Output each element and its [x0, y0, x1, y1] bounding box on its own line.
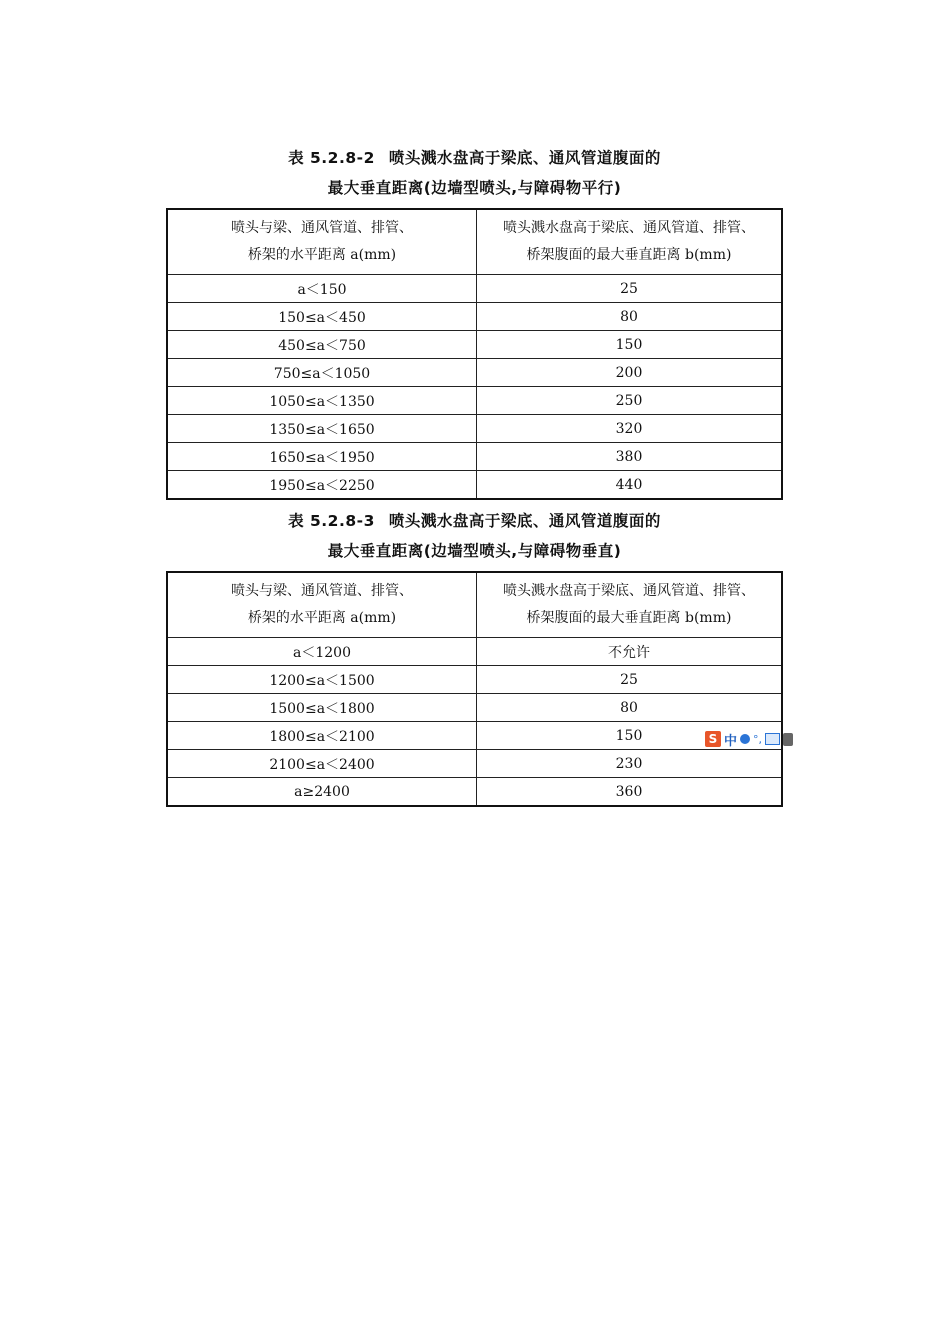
- table1-caption-line1: [166, 142, 783, 174]
- cell-height-b: 150: [477, 722, 783, 750]
- table1-header-col2-line1: 喷头溅水盘高于梁底、通风管道、排管、: [503, 220, 755, 236]
- cell-height-b: 360: [477, 778, 783, 807]
- table2-header-col1: [167, 572, 477, 638]
- cell-height-b: 250: [477, 387, 783, 415]
- cell-height-b: 25: [477, 666, 783, 694]
- table-row: [167, 331, 782, 359]
- table2-header-col2-line1: 喷头溅水盘高于梁底、通风管道、排管、: [503, 583, 755, 599]
- table2-header-col2-line2: 桥架腹面的最大垂直距离 b(mm): [526, 610, 732, 626]
- cell-distance-a: 1500≤a＜1800: [167, 694, 477, 722]
- ime-punctuation-toggle[interactable]: °,: [753, 732, 763, 746]
- table2-header-col1-line1: 喷头与梁、通风管道、排管、: [231, 583, 413, 599]
- cell-height-b: 25: [477, 275, 783, 303]
- cell-distance-a: 1800≤a＜2100: [167, 722, 477, 750]
- table-row: [167, 387, 782, 415]
- cell-height-b: 320: [477, 415, 783, 443]
- table-row: [167, 778, 782, 807]
- table1-header-col1: [167, 209, 477, 275]
- table1-header-col1-line1: 喷头与梁、通风管道、排管、: [231, 220, 413, 236]
- table2-header-col1-line2: 桥架的水平距离 a(mm): [247, 610, 397, 626]
- table-row: [167, 471, 782, 500]
- table-row: [167, 415, 782, 443]
- table2: [166, 571, 783, 807]
- table-row: [167, 443, 782, 471]
- cell-distance-a: 1950≤a＜2250: [167, 471, 477, 500]
- cell-height-b: 80: [477, 303, 783, 331]
- ime-chinese-mode-toggle[interactable]: 中: [724, 733, 738, 749]
- ime-toolbar[interactable]: [705, 730, 807, 748]
- table2-number: 表 5.2.8-3: [288, 512, 375, 530]
- table2-header-col2: [477, 572, 783, 638]
- table1-header-row: [167, 209, 782, 275]
- table-row: [167, 359, 782, 387]
- table-row: [167, 666, 782, 694]
- cell-distance-a: a≥2400: [167, 778, 477, 807]
- table-row: [167, 275, 782, 303]
- cell-distance-a: 450≤a＜750: [167, 331, 477, 359]
- table1-header-col2-line2: 桥架腹面的最大垂直距离 b(mm): [526, 247, 732, 263]
- toolbox-icon[interactable]: [783, 733, 793, 746]
- cell-distance-a: 750≤a＜1050: [167, 359, 477, 387]
- cell-height-b: 200: [477, 359, 783, 387]
- table1-title-line1: 喷头溅水盘高于梁底、通风管道腹面的: [388, 149, 661, 167]
- ime-logo-icon[interactable]: S: [705, 731, 721, 747]
- table-row: [167, 638, 782, 666]
- table2-title-line2: 最大垂直距离(边墙型喷头,与障碍物垂直): [327, 542, 622, 560]
- cell-distance-a: 150≤a＜450: [167, 303, 477, 331]
- keyboard-icon[interactable]: [765, 733, 780, 745]
- cell-distance-a: 1650≤a＜1950: [167, 443, 477, 471]
- table2-caption-line1: [166, 505, 783, 537]
- cell-height-b: 150: [477, 331, 783, 359]
- table1-number: 表 5.2.8-2: [288, 149, 375, 167]
- cell-height-b: 不允许: [477, 638, 783, 666]
- table-row: [167, 750, 782, 778]
- table1-title-line2: 最大垂直距离(边墙型喷头,与障碍物平行): [327, 179, 622, 197]
- cell-height-b: 230: [477, 750, 783, 778]
- cell-distance-a: a＜150: [167, 275, 477, 303]
- cell-distance-a: a＜1200: [167, 638, 477, 666]
- table1-header-col1-line2: 桥架的水平距离 a(mm): [247, 247, 397, 263]
- cell-distance-a: 1350≤a＜1650: [167, 415, 477, 443]
- cell-distance-a: 1200≤a＜1500: [167, 666, 477, 694]
- cell-height-b: 440: [477, 471, 783, 500]
- cell-height-b: 80: [477, 694, 783, 722]
- moon-icon[interactable]: [740, 734, 750, 744]
- table2-title-line1: 喷头溅水盘高于梁底、通风管道腹面的: [388, 512, 661, 530]
- cell-height-b: 380: [477, 443, 783, 471]
- table-row: [167, 694, 782, 722]
- table2-header-row: [167, 572, 782, 638]
- cell-distance-a: 1050≤a＜1350: [167, 387, 477, 415]
- table-row: [167, 722, 782, 750]
- table1: [166, 208, 783, 500]
- table1-header-col2: [477, 209, 783, 275]
- table-row: [167, 303, 782, 331]
- cell-distance-a: 2100≤a＜2400: [167, 750, 477, 778]
